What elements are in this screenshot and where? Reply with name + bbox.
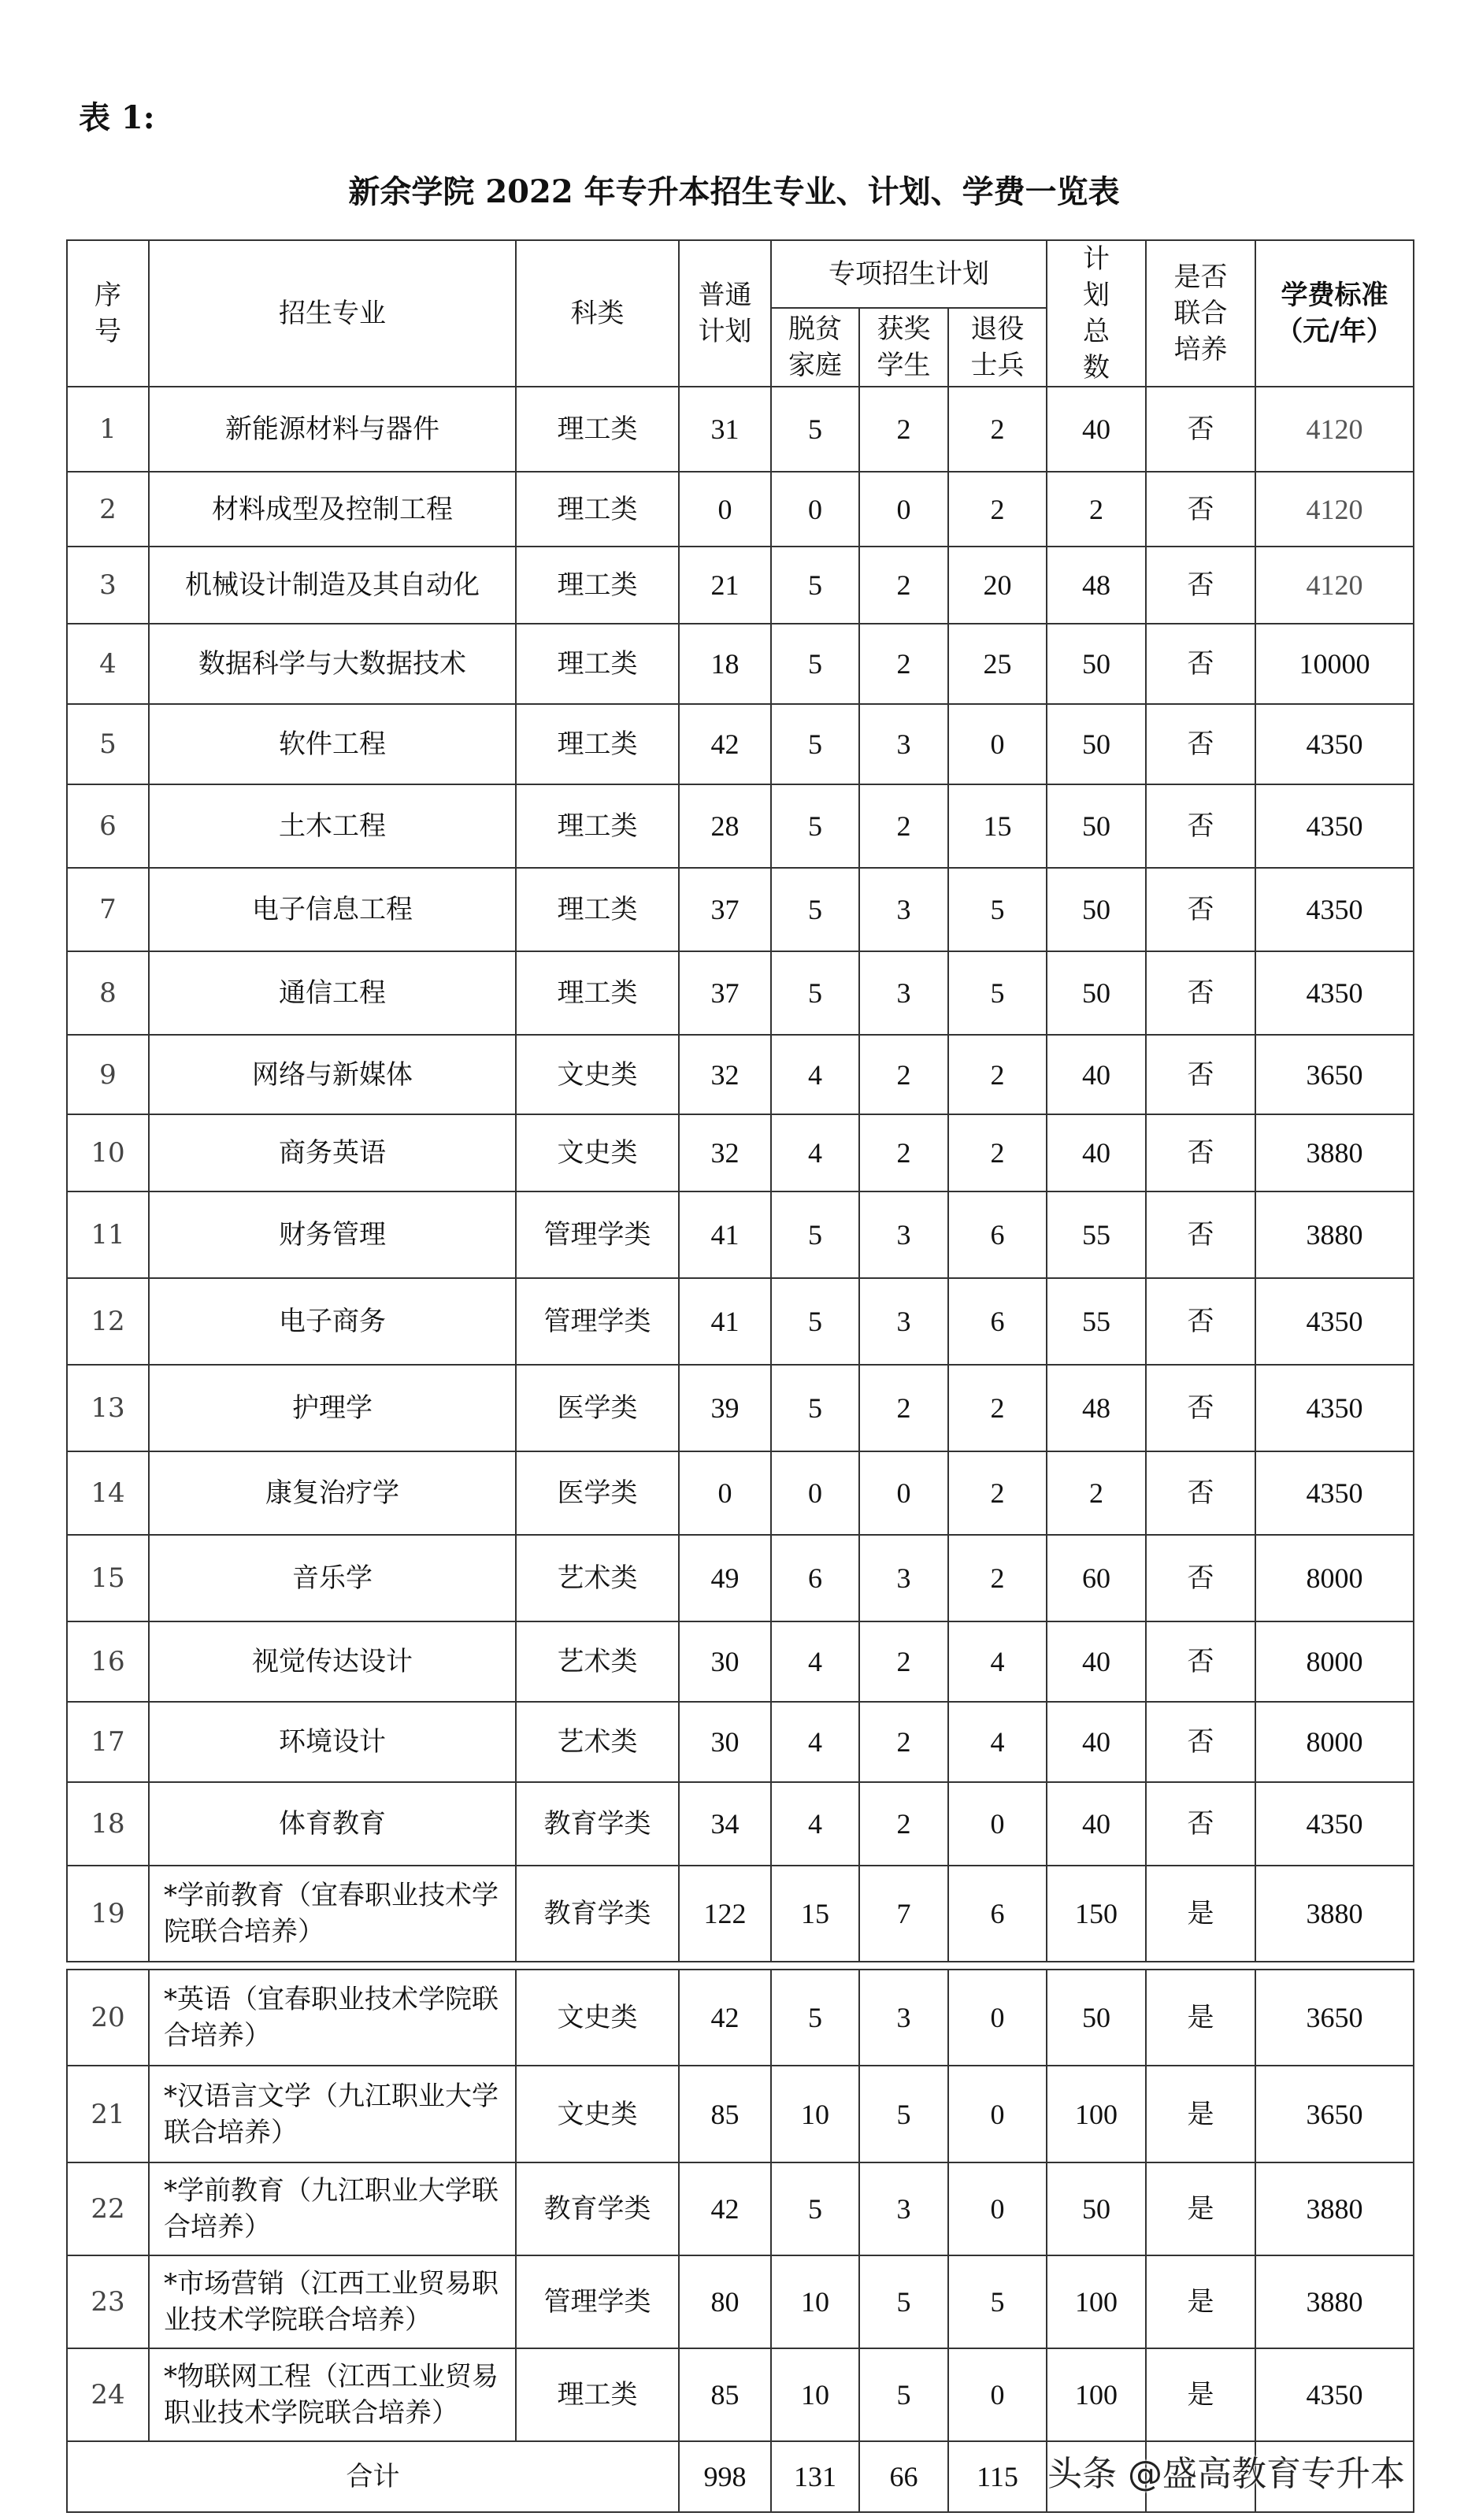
- cell-major: *物联网工程（江西工业贸易职业技术学院联合培养）: [149, 2348, 516, 2441]
- cell-no: 7: [67, 868, 149, 951]
- table-row: [67, 704, 1414, 784]
- cell-joint: 否: [1146, 387, 1255, 472]
- cell-total: 50: [1047, 1970, 1146, 2066]
- cell-total: 50: [1047, 704, 1146, 784]
- cell-joint: 是: [1146, 2348, 1255, 2441]
- cell-regular: 31: [679, 387, 771, 472]
- table-label: 表 1:: [79, 99, 155, 136]
- cell-regular: 0: [679, 472, 771, 547]
- cell-veteran: 2: [948, 1451, 1047, 1535]
- cell-fee: 4350: [1255, 2348, 1414, 2441]
- cell-fee: 4120: [1255, 547, 1414, 624]
- cell-poor: 10: [771, 2348, 859, 2441]
- table-row: [67, 1621, 1414, 1702]
- cell-fee: 4350: [1255, 1451, 1414, 1535]
- cell-award: 5: [859, 2255, 948, 2348]
- cell-fee: 8000: [1255, 1702, 1414, 1782]
- cell-joint: 否: [1146, 784, 1255, 868]
- cell-no: 4: [67, 624, 149, 704]
- cell-category: 医学类: [516, 1365, 679, 1451]
- cell-fee: 4350: [1255, 784, 1414, 868]
- cell-veteran: 5: [948, 868, 1047, 951]
- cell-fee: 8000: [1255, 1621, 1414, 1702]
- cell-major: *汉语言文学（九江职业大学联合培养）: [149, 2066, 516, 2162]
- cell-poor: 5: [771, 1365, 859, 1451]
- cell-veteran: 2: [948, 472, 1047, 547]
- cell-total: 48: [1047, 1365, 1146, 1451]
- table-row: [67, 1702, 1414, 1782]
- cell-joint: 否: [1146, 1191, 1255, 1278]
- table-row: [67, 2162, 1414, 2255]
- cell-poor: 5: [771, 704, 859, 784]
- header-special: 专项招生计划: [771, 240, 1047, 308]
- cell-category: 教育学类: [516, 1866, 679, 1962]
- cell-major: 数据科学与大数据技术: [149, 624, 516, 704]
- cell-poor: 5: [771, 784, 859, 868]
- cell-award: 3: [859, 951, 948, 1035]
- cell-veteran: 2: [948, 1114, 1047, 1191]
- page-title: 新余学院 2022 年专升本招生专业、计划、学费一览表: [348, 173, 1120, 210]
- cell-fee: 3650: [1255, 1970, 1414, 2066]
- cell-joint: 是: [1146, 2162, 1255, 2255]
- cell-major: *市场营销（江西工业贸易职业技术学院联合培养）: [149, 2255, 516, 2348]
- cell-award: 5: [859, 2066, 948, 2162]
- cell-category: 理工类: [516, 387, 679, 472]
- cell-total: 55: [1047, 1278, 1146, 1365]
- cell-fee: 3880: [1255, 2255, 1414, 2348]
- cell-total: 48: [1047, 547, 1146, 624]
- cell-veteran: 20: [948, 547, 1047, 624]
- table-row: [67, 387, 1414, 472]
- cell-no: 15: [67, 1535, 149, 1621]
- cell-poor: 4: [771, 1114, 859, 1191]
- header-joint: 是否联合培养: [1146, 240, 1255, 387]
- cell-joint: 否: [1146, 868, 1255, 951]
- cell-poor: 15: [771, 1866, 859, 1962]
- cell-fee: 4350: [1255, 1365, 1414, 1451]
- cell-poor: 5: [771, 1970, 859, 2066]
- cell-category: 教育学类: [516, 2162, 679, 2255]
- cell-poor: 5: [771, 951, 859, 1035]
- row-gap: [67, 1962, 1414, 1970]
- cell-award: 2: [859, 624, 948, 704]
- cell-joint: 否: [1146, 1278, 1255, 1365]
- cell-category: 管理学类: [516, 2255, 679, 2348]
- table-row: [67, 1782, 1414, 1866]
- cell-regular: 41: [679, 1278, 771, 1365]
- cell-regular: 18: [679, 624, 771, 704]
- cell-award: 3: [859, 1535, 948, 1621]
- table-row: [67, 868, 1414, 951]
- cell-no: 22: [67, 2162, 149, 2255]
- cell-no: 16: [67, 1621, 149, 1702]
- cell-no: 17: [67, 1702, 149, 1782]
- table-row: [67, 1365, 1414, 1451]
- table-row: [67, 472, 1414, 547]
- cell-category: 医学类: [516, 1451, 679, 1535]
- cell-category: 理工类: [516, 704, 679, 784]
- table-row: [67, 2255, 1414, 2348]
- cell-category: 理工类: [516, 547, 679, 624]
- cell-regular: 41: [679, 1191, 771, 1278]
- header-no: 序号: [67, 240, 149, 387]
- cell-poor: 5: [771, 624, 859, 704]
- cell-no: 18: [67, 1782, 149, 1866]
- cell-no: 10: [67, 1114, 149, 1191]
- cell-major: 机械设计制造及其自动化: [149, 547, 516, 624]
- cell-poor: 5: [771, 1278, 859, 1365]
- cell-fee: 3880: [1255, 2162, 1414, 2255]
- header-fee: 学费标准（元/年）: [1255, 240, 1414, 387]
- cell-award: 7: [859, 1866, 948, 1962]
- cell-fee: 3880: [1255, 1191, 1414, 1278]
- cell-award: 2: [859, 1702, 948, 1782]
- cell-regular: 85: [679, 2066, 771, 2162]
- cell-fee: 3650: [1255, 2066, 1414, 2162]
- cell-total: 50: [1047, 2162, 1146, 2255]
- cell-major: 商务英语: [149, 1114, 516, 1191]
- cell-total: 50: [1047, 951, 1146, 1035]
- cell-category: 文史类: [516, 1114, 679, 1191]
- cell-category: 文史类: [516, 2066, 679, 2162]
- cell-major: 软件工程: [149, 704, 516, 784]
- cell-veteran: 2: [948, 1535, 1047, 1621]
- cell-poor: 10: [771, 2066, 859, 2162]
- cell-poor: 10: [771, 2255, 859, 2348]
- header-regular: 普通计划: [679, 240, 771, 387]
- total-label: 合计: [67, 2441, 679, 2512]
- cell-regular: 37: [679, 951, 771, 1035]
- cell-award: 3: [859, 868, 948, 951]
- cell-fee: 10000: [1255, 624, 1414, 704]
- cell-award: 3: [859, 1191, 948, 1278]
- cell-veteran: 15: [948, 784, 1047, 868]
- cell-major: 音乐学: [149, 1535, 516, 1621]
- cell-award: 0: [859, 1451, 948, 1535]
- cell-poor: 6: [771, 1535, 859, 1621]
- cell-joint: 是: [1146, 1970, 1255, 2066]
- cell-fee: 4350: [1255, 1782, 1414, 1866]
- cell-fee: 4120: [1255, 387, 1414, 472]
- table-row: [67, 1278, 1414, 1365]
- table-row: [67, 951, 1414, 1035]
- cell-fee: 4120: [1255, 472, 1414, 547]
- cell-veteran: 0: [948, 2066, 1047, 2162]
- cell-no: 5: [67, 704, 149, 784]
- cell-total: 55: [1047, 1191, 1146, 1278]
- cell-major: 材料成型及控制工程: [149, 472, 516, 547]
- table-row: [67, 1035, 1414, 1114]
- cell-major: *学前教育（宜春职业技术学院联合培养）: [149, 1866, 516, 1962]
- header-poor: 脱贫家庭: [771, 308, 859, 387]
- cell-category: 艺术类: [516, 1621, 679, 1702]
- cell-no: 3: [67, 547, 149, 624]
- cell-poor: 5: [771, 547, 859, 624]
- cell-regular: 42: [679, 2162, 771, 2255]
- cell-award: 2: [859, 1035, 948, 1114]
- table-row: [67, 1970, 1414, 2066]
- cell-no: 13: [67, 1365, 149, 1451]
- cell-regular: 30: [679, 1702, 771, 1782]
- cell-award: 5: [859, 2348, 948, 2441]
- cell-veteran: 5: [948, 951, 1047, 1035]
- cell-category: 理工类: [516, 472, 679, 547]
- cell-category: 理工类: [516, 784, 679, 868]
- header-category: 科类: [516, 240, 679, 387]
- header-total: 计划总数: [1047, 240, 1146, 387]
- cell-regular: 32: [679, 1035, 771, 1114]
- cell-regular: 34: [679, 1782, 771, 1866]
- cell-total: 40: [1047, 1621, 1146, 1702]
- cell-fee: 4350: [1255, 868, 1414, 951]
- cell-veteran: 0: [948, 704, 1047, 784]
- cell-total: 40: [1047, 387, 1146, 472]
- cell-joint: 否: [1146, 1114, 1255, 1191]
- cell-veteran: 4: [948, 1702, 1047, 1782]
- cell-veteran: 5: [948, 2255, 1047, 2348]
- cell-no: 23: [67, 2255, 149, 2348]
- cell-joint: 否: [1146, 547, 1255, 624]
- cell-veteran: 4: [948, 1621, 1047, 1702]
- cell-category: 理工类: [516, 624, 679, 704]
- cell-award: 2: [859, 387, 948, 472]
- cell-total: 50: [1047, 624, 1146, 704]
- table-row: [67, 1535, 1414, 1621]
- cell-fee: 3650: [1255, 1035, 1414, 1114]
- total-veteran: 115: [948, 2441, 1047, 2512]
- table-row: [67, 1191, 1414, 1278]
- cell-fee: 4350: [1255, 951, 1414, 1035]
- cell-no: 2: [67, 472, 149, 547]
- cell-major: 新能源材料与器件: [149, 387, 516, 472]
- cell-major: 视觉传达设计: [149, 1621, 516, 1702]
- cell-category: 管理学类: [516, 1191, 679, 1278]
- cell-total: 100: [1047, 2348, 1146, 2441]
- cell-award: 0: [859, 472, 948, 547]
- cell-veteran: 0: [948, 1782, 1047, 1866]
- table-row: [67, 2066, 1414, 2162]
- cell-poor: 5: [771, 387, 859, 472]
- cell-award: 2: [859, 1365, 948, 1451]
- cell-no: 11: [67, 1191, 149, 1278]
- cell-no: 9: [67, 1035, 149, 1114]
- cell-no: 1: [67, 387, 149, 472]
- cell-fee: 8000: [1255, 1535, 1414, 1621]
- cell-category: 教育学类: [516, 1782, 679, 1866]
- cell-regular: 0: [679, 1451, 771, 1535]
- cell-no: 24: [67, 2348, 149, 2441]
- cell-regular: 42: [679, 1970, 771, 2066]
- table-row: [67, 1866, 1414, 1962]
- cell-poor: 0: [771, 1451, 859, 1535]
- cell-joint: 是: [1146, 1866, 1255, 1962]
- cell-no: 20: [67, 1970, 149, 2066]
- cell-award: 2: [859, 784, 948, 868]
- cell-regular: 21: [679, 547, 771, 624]
- cell-category: 管理学类: [516, 1278, 679, 1365]
- cell-joint: 否: [1146, 1035, 1255, 1114]
- cell-major: 财务管理: [149, 1191, 516, 1278]
- cell-category: 艺术类: [516, 1535, 679, 1621]
- cell-joint: 否: [1146, 1365, 1255, 1451]
- cell-award: 3: [859, 2162, 948, 2255]
- cell-major: 康复治疗学: [149, 1451, 516, 1535]
- table-row: [67, 547, 1414, 624]
- cell-veteran: 0: [948, 1970, 1047, 2066]
- cell-total: 50: [1047, 784, 1146, 868]
- total-award: 66: [859, 2441, 948, 2512]
- enrollment-table: [66, 239, 1414, 2513]
- cell-poor: 5: [771, 868, 859, 951]
- header-award: 获奖学生: [859, 308, 948, 387]
- cell-veteran: 2: [948, 1365, 1047, 1451]
- cell-major: 体育教育: [149, 1782, 516, 1866]
- cell-joint: 否: [1146, 1535, 1255, 1621]
- cell-joint: 否: [1146, 1782, 1255, 1866]
- cell-total: 40: [1047, 1114, 1146, 1191]
- cell-fee: 3880: [1255, 1866, 1414, 1962]
- cell-fee: 4350: [1255, 704, 1414, 784]
- cell-total: 100: [1047, 2255, 1146, 2348]
- cell-major: 土木工程: [149, 784, 516, 868]
- cell-major: 通信工程: [149, 951, 516, 1035]
- cell-major: 电子信息工程: [149, 868, 516, 951]
- cell-total: 50: [1047, 868, 1146, 951]
- cell-regular: 42: [679, 704, 771, 784]
- cell-joint: 否: [1146, 704, 1255, 784]
- cell-major: 护理学: [149, 1365, 516, 1451]
- cell-joint: 否: [1146, 624, 1255, 704]
- cell-joint: 否: [1146, 951, 1255, 1035]
- cell-category: 文史类: [516, 1035, 679, 1114]
- cell-award: 2: [859, 1782, 948, 1866]
- cell-regular: 28: [679, 784, 771, 868]
- cell-major: 电子商务: [149, 1278, 516, 1365]
- cell-category: 理工类: [516, 951, 679, 1035]
- cell-fee: 4350: [1255, 1278, 1414, 1365]
- cell-veteran: 2: [948, 1035, 1047, 1114]
- cell-total: 2: [1047, 472, 1146, 547]
- cell-regular: 30: [679, 1621, 771, 1702]
- cell-joint: 否: [1146, 1702, 1255, 1782]
- cell-joint: 否: [1146, 1621, 1255, 1702]
- cell-veteran: 6: [948, 1278, 1047, 1365]
- cell-regular: 39: [679, 1365, 771, 1451]
- cell-joint: 是: [1146, 2255, 1255, 2348]
- cell-award: 2: [859, 547, 948, 624]
- cell-joint: 是: [1146, 2066, 1255, 2162]
- cell-joint: 否: [1146, 1451, 1255, 1535]
- cell-poor: 5: [771, 1191, 859, 1278]
- cell-total: 40: [1047, 1782, 1146, 1866]
- table-row: [67, 1451, 1414, 1535]
- cell-poor: 5: [771, 2162, 859, 2255]
- cell-major: *学前教育（九江职业大学联合培养）: [149, 2162, 516, 2255]
- cell-category: 艺术类: [516, 1702, 679, 1782]
- cell-category: 文史类: [516, 1970, 679, 2066]
- cell-category: 理工类: [516, 2348, 679, 2441]
- cell-poor: 0: [771, 472, 859, 547]
- cell-regular: 80: [679, 2255, 771, 2348]
- cell-total: 100: [1047, 2066, 1146, 2162]
- watermark: 头条 @盛高教育专升本: [1047, 2454, 1405, 2494]
- cell-major: 网络与新媒体: [149, 1035, 516, 1114]
- cell-no: 8: [67, 951, 149, 1035]
- cell-total: 150: [1047, 1866, 1146, 1962]
- cell-major: *英语（宜春职业技术学院联合培养）: [149, 1970, 516, 2066]
- cell-regular: 49: [679, 1535, 771, 1621]
- cell-major: 环境设计: [149, 1702, 516, 1782]
- cell-regular: 85: [679, 2348, 771, 2441]
- cell-no: 14: [67, 1451, 149, 1535]
- cell-poor: 4: [771, 1702, 859, 1782]
- cell-no: 21: [67, 2066, 149, 2162]
- cell-total: 40: [1047, 1702, 1146, 1782]
- table-row: [67, 2348, 1414, 2441]
- cell-veteran: 6: [948, 1866, 1047, 1962]
- cell-no: 6: [67, 784, 149, 868]
- cell-veteran: 0: [948, 2348, 1047, 2441]
- table-row: [67, 1114, 1414, 1191]
- cell-no: 19: [67, 1866, 149, 1962]
- cell-total: 60: [1047, 1535, 1146, 1621]
- cell-award: 3: [859, 704, 948, 784]
- cell-regular: 32: [679, 1114, 771, 1191]
- cell-award: 3: [859, 1970, 948, 2066]
- cell-regular: 37: [679, 868, 771, 951]
- cell-poor: 4: [771, 1621, 859, 1702]
- cell-poor: 4: [771, 1035, 859, 1114]
- cell-total: 2: [1047, 1451, 1146, 1535]
- cell-award: 2: [859, 1114, 948, 1191]
- total-poor: 131: [771, 2441, 859, 2512]
- cell-joint: 否: [1146, 472, 1255, 547]
- cell-regular: 122: [679, 1866, 771, 1962]
- header-major: 招生专业: [149, 240, 516, 387]
- cell-veteran: 0: [948, 2162, 1047, 2255]
- cell-award: 3: [859, 1278, 948, 1365]
- cell-category: 理工类: [516, 868, 679, 951]
- header-veteran: 退役士兵: [948, 308, 1047, 387]
- cell-award: 2: [859, 1621, 948, 1702]
- cell-veteran: 2: [948, 387, 1047, 472]
- table-row: [67, 624, 1414, 704]
- cell-no: 12: [67, 1278, 149, 1365]
- total-regular: 998: [679, 2441, 771, 2512]
- cell-fee: 3880: [1255, 1114, 1414, 1191]
- cell-poor: 4: [771, 1782, 859, 1866]
- table-row: [67, 784, 1414, 868]
- cell-veteran: 25: [948, 624, 1047, 704]
- cell-veteran: 6: [948, 1191, 1047, 1278]
- cell-total: 40: [1047, 1035, 1146, 1114]
